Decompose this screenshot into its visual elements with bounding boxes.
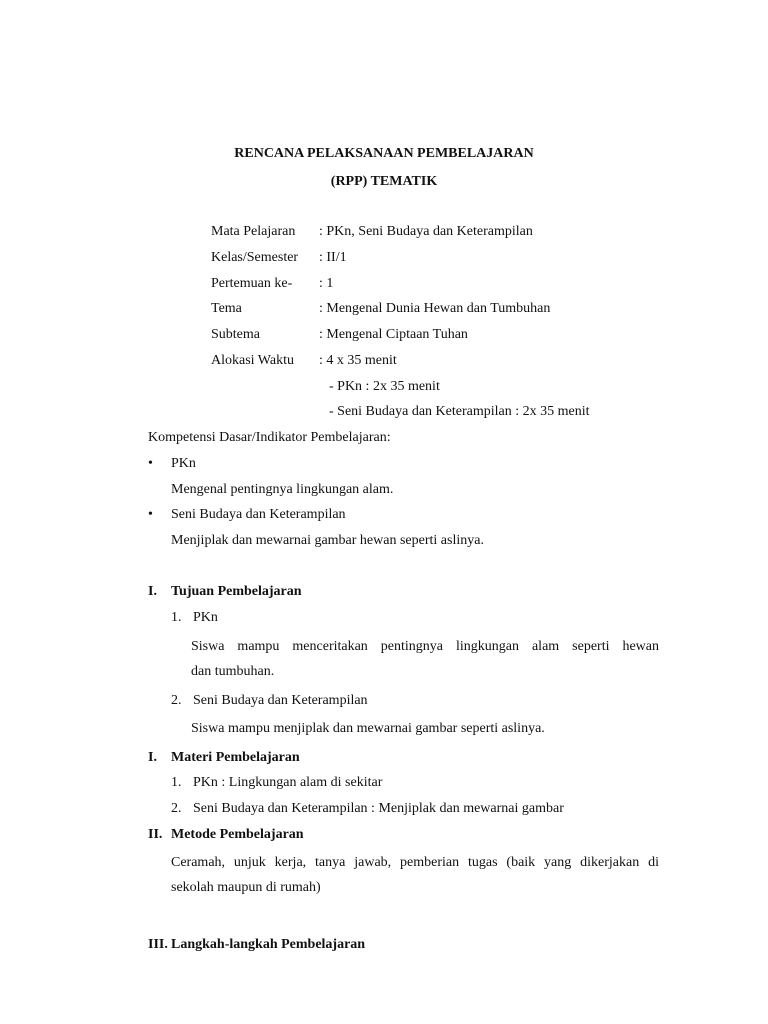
metode-text-line2: sekolah maupun di rumah) xyxy=(171,880,321,895)
info-label-tema: Tema xyxy=(211,301,242,316)
list-number: 1. xyxy=(171,610,182,625)
info-value-tema: : Mengenal Dunia Hewan dan Tumbuhan xyxy=(319,301,551,316)
info-value-alokasi-waktu: : 4 x 35 menit xyxy=(319,353,397,368)
list-number: 1. xyxy=(171,775,182,790)
tujuan-text-pkn-line1: Siswa mampu menceritakan pentingnya lingkungan alam seperti hewan xyxy=(191,639,659,654)
metode-text-line1: Ceramah, unjuk kerja, tanya jawab, pemberian tugas (baik yang dikerjakan di xyxy=(171,855,659,870)
section-heading-tujuan: Tujuan Pembelajaran xyxy=(171,584,302,599)
info-label-subtema: Subtema xyxy=(211,327,260,342)
info-label-kelas-semester: Kelas/Semester xyxy=(211,250,299,265)
title-line1: RENCANA PELAKSANAAN PEMBELAJARAN xyxy=(234,146,534,161)
section-number: II. xyxy=(148,827,163,842)
info-value-pertemuan: : 1 xyxy=(319,276,334,291)
title-line2: (RPP) TEMATIK xyxy=(330,174,438,189)
info-label-mata-pelajaran: Mata Pelajaran xyxy=(211,224,296,239)
tujuan-text-sbk: Siswa mampu menjiplak dan mewarnai gambar seperti aslinya. xyxy=(191,721,545,736)
info-value-kelas-semester: : II/1 xyxy=(319,250,347,265)
section-heading-metode: Metode Pembelajaran xyxy=(171,827,304,842)
alokasi-detail-pkn: - PKn : 2x 35 menit xyxy=(329,379,440,394)
list-number: 2. xyxy=(171,801,182,816)
materi-item-pkn: PKn : Lingkungan alam di sekitar xyxy=(193,775,383,790)
section-number: III. xyxy=(148,937,168,952)
section-number: I. xyxy=(148,584,157,599)
info-value-subtema: : Mengenal Ciptaan Tuhan xyxy=(319,327,468,342)
kompetensi-text-pkn: Mengenal pentingnya lingkungan alam. xyxy=(171,482,394,497)
alokasi-detail-sbk: - Seni Budaya dan Keterampilan : 2x 35 menit xyxy=(329,404,590,419)
section-number: I. xyxy=(148,750,157,765)
kompetensi-text-sbk: Menjiplak dan mewarnai gambar hewan seperti aslinya. xyxy=(171,533,484,548)
info-label-pertemuan: Pertemuan ke- xyxy=(211,276,293,291)
tujuan-text-pkn-line2: dan tumbuhan. xyxy=(191,664,275,679)
bullet-icon: • xyxy=(148,456,153,471)
tujuan-subject-pkn: PKn xyxy=(193,610,218,625)
bullet-icon: • xyxy=(148,507,153,522)
kompetensi-heading: Kompetensi Dasar/Indikator Pembelajaran: xyxy=(148,430,391,445)
section-heading-langkah: Langkah-langkah Pembelajaran xyxy=(171,937,366,952)
section-heading-materi: Materi Pembelajaran xyxy=(171,750,300,765)
materi-item-sbk: Seni Budaya dan Keterampilan : Menjiplak dan mewarnai gambar xyxy=(193,801,564,816)
kompetensi-subject-pkn: PKn xyxy=(171,456,196,471)
info-value-mata-pelajaran: : PKn, Seni Budaya dan Keterampilan xyxy=(319,224,533,239)
kompetensi-subject-sbk: Seni Budaya dan Keterampilan xyxy=(171,507,346,522)
list-number: 2. xyxy=(171,693,182,708)
info-label-alokasi-waktu: Alokasi Waktu xyxy=(211,353,294,368)
tujuan-subject-sbk: Seni Budaya dan Keterampilan xyxy=(193,693,368,708)
